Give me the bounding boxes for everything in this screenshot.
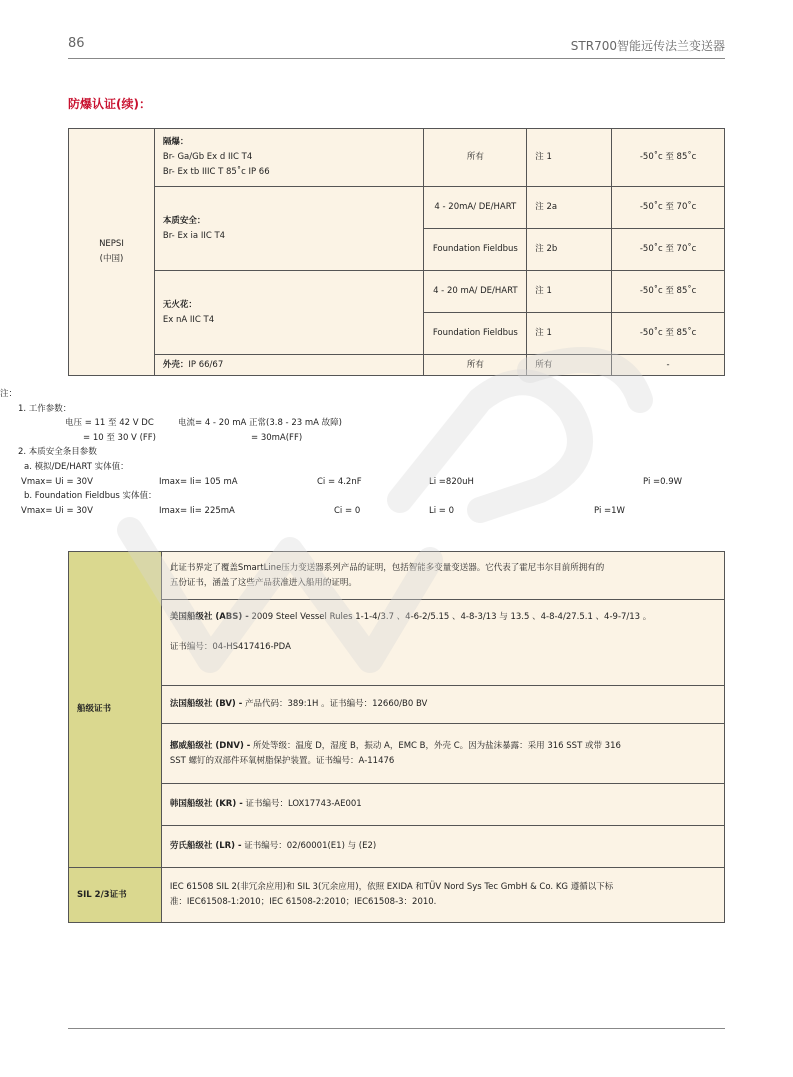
io-cell: Foundation Fieldbus <box>424 313 527 355</box>
table-row <box>69 271 725 313</box>
lr-name: 劳氏船级社 (LR) - <box>169 841 242 851</box>
protection-type-non-sparking <box>154 271 423 355</box>
type-label: 无火花： <box>162 299 197 310</box>
kr-detail: 证书编号：LOX17743-AE001 <box>245 799 362 809</box>
note-cell: 注 2b <box>527 229 612 271</box>
note-value: Li =820uH <box>429 476 474 487</box>
note-cell: 注 1 <box>527 129 612 187</box>
temp-cell: -50˚c 至 85˚c <box>612 313 725 355</box>
footer-divider <box>68 1028 725 1029</box>
type-label: 外壳： <box>162 359 189 370</box>
temp-cell: -50˚c 至 70˚c <box>612 187 725 229</box>
note-cell: 所有 <box>527 355 612 376</box>
nepsi-certification-table <box>68 128 725 376</box>
temp-cell: -50˚c 至 85˚c <box>612 129 725 187</box>
type-line: Br- Ga/Gb Ex d IIC T4 <box>162 152 253 162</box>
note-value: = 10 至 30 V (FF) <box>83 432 156 443</box>
note-cell: 注 2a <box>527 187 612 229</box>
kr-name: 韩国船级社 (KR) - <box>169 799 243 809</box>
note-cell: 注 1 <box>527 313 612 355</box>
bv-name: 法国船级社 (BV) - <box>169 699 243 709</box>
sil-line: IEC 61508 SIL 2(非冗余应用)和 SIL 3(冗余应用)，依照 EXIDA 和TÜV Nord Sys Tec GmbH & Co. KG 遵循以下标 <box>169 882 614 892</box>
note-value: 电流= 4 - 20 mA 正常(3.8 - 23 mA 故障) <box>178 418 342 429</box>
io-cell: 所有 <box>424 129 527 187</box>
agency-name: NEPSI <box>99 239 124 249</box>
agency-country: (中国) <box>99 254 124 264</box>
table-row <box>69 355 725 376</box>
type-line: IP 66/67 <box>188 359 224 370</box>
note-subitem: a. 模拟/DE/HART 实体值： <box>24 461 129 472</box>
type-label: 隔爆： <box>162 137 189 147</box>
bv-cert <box>161 686 724 724</box>
abs-cert-number: 证书编号：04-HS417416-PDA <box>169 642 291 652</box>
page-number: 86 <box>68 36 85 51</box>
document-title: STR700智能远传法兰变送器 <box>570 39 725 53</box>
note-value: Imax= Ii= 105 mA <box>159 476 238 487</box>
section-title: 防爆认证(续)： <box>68 97 151 111</box>
io-cell: 4 - 20mA/ DE/HART <box>424 187 527 229</box>
note-item: 1. 工作参数： <box>18 403 72 414</box>
note-value: = 30mA(FF) <box>251 432 303 443</box>
lr-detail: 证书编号：02/60001(E1) 与 (E2) <box>244 841 377 851</box>
abs-rules: 2009 Steel Vessel Rules 1-1-4/3.7 、4-6-2/5.15 、4-8-3/13 与 13.5 、4-8-4/27.5.1 、4-9-7/13 。 <box>251 612 652 622</box>
table-row <box>69 784 725 826</box>
abs-name: 美国船级社 (ABS) - <box>169 612 249 622</box>
table-row <box>69 724 725 784</box>
dnv-detail: 所处等级：温度 D，湿度 B，振动 A，EMC B，外壳 C。因为盐沫暴露：采用 316 SST 或带 316 <box>253 740 621 751</box>
note-subitem: b. Foundation Fieldbus 实体值： <box>24 491 157 502</box>
io-cell: 所有 <box>424 355 527 376</box>
note-cell: 注 1 <box>527 271 612 313</box>
dnv-cert <box>161 724 724 784</box>
notes-title: 注： <box>0 389 18 399</box>
protection-type-enclosure <box>154 355 423 376</box>
abs-cert <box>161 600 724 686</box>
note-item: 2. 本质安全条目参数 <box>18 447 97 458</box>
table-row <box>69 686 725 724</box>
note-value: Pi =0.9W <box>643 476 683 487</box>
table-row <box>69 187 725 229</box>
header-divider <box>68 58 725 59</box>
io-cell: 4 - 20 mA/ DE/HART <box>424 271 527 313</box>
notes-block <box>0 387 725 518</box>
protection-type-flameproof <box>154 129 423 187</box>
table-row <box>69 129 725 187</box>
marine-label: 船级证书 <box>69 552 162 868</box>
note-value: Pi =1W <box>594 505 625 516</box>
temp-cell: -50˚c 至 85˚c <box>612 271 725 313</box>
note-value: Ci = 0 <box>334 505 361 516</box>
type-line: Ex nA IIC T4 <box>162 314 215 325</box>
note-value: Li = 0 <box>429 505 455 516</box>
temp-cell: - <box>612 355 725 376</box>
table-row <box>69 826 725 868</box>
table-row <box>69 868 725 923</box>
temp-cell: -50˚c 至 70˚c <box>612 229 725 271</box>
note-value: Imax= Ii= 225mA <box>159 505 235 516</box>
kr-cert <box>161 784 724 826</box>
note-value: Ci = 4.2nF <box>317 476 362 487</box>
bv-detail: 产品代码：389:1H 。证书编号：12660/B0 BV <box>245 699 428 709</box>
lr-cert <box>161 826 724 868</box>
note-value: 电压 = 11 至 42 V DC <box>65 418 154 429</box>
marine-intro <box>161 552 724 600</box>
sil-line: 准：IEC61508-1:2010；IEC 61508-2:2010；IEC61508-3：2010. <box>169 897 437 907</box>
intro-line: 五份证书，涵盖了这些产品获准进入船用的证明。 <box>169 577 357 588</box>
dnv-name: 挪威船级社 (DNV) - <box>169 740 251 751</box>
type-line: Br- Ex ia IIC T4 <box>162 230 226 241</box>
type-label: 本质安全： <box>162 215 206 226</box>
sil-label: SIL 2/3证书 <box>69 868 162 923</box>
intro-line: 此证书界定了覆盖SmartLine压力变送器系列产品的证明，包括智能多变量变送器。它代表了霍尼韦尔目前所拥有的 <box>169 562 605 573</box>
note-value: Vmax= Ui = 30V <box>21 476 93 487</box>
table-row <box>69 552 725 600</box>
protection-type-intrinsic <box>154 187 423 271</box>
sil-cert <box>161 868 724 923</box>
dnv-detail: SST 螺钉的双部件环氧树脂保护装置。证书编号：A-11476 <box>169 755 395 766</box>
table-row <box>69 600 725 686</box>
agency-cell <box>69 129 155 376</box>
type-line: Br- Ex tb IIIC T 85˚c IP 66 <box>162 167 270 177</box>
marine-certification-table <box>68 551 725 923</box>
io-cell: Foundation Fieldbus <box>424 229 527 271</box>
note-value: Vmax= Ui = 30V <box>21 505 93 516</box>
